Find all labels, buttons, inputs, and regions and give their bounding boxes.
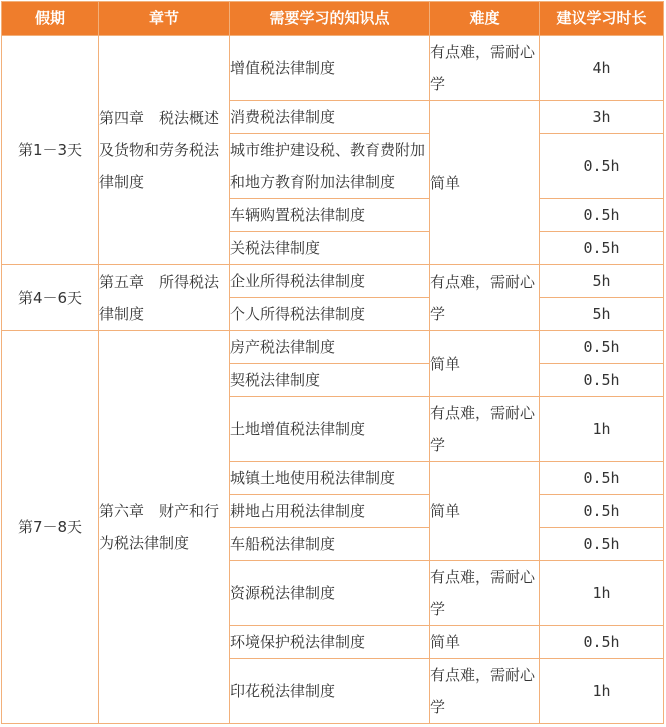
hours-cell: 3h (540, 101, 664, 134)
topic-cell: 耕地占用税法律制度 (230, 495, 430, 528)
hours-cell: 0.5h (540, 331, 664, 364)
hours-cell: 5h (540, 298, 664, 331)
topic-cell: 土地增值税法律制度 (230, 397, 430, 462)
header-topic: 需要学习的知识点 (230, 2, 430, 36)
hours-cell: 1h (540, 659, 664, 724)
header-chapter: 章节 (99, 2, 230, 36)
hours-cell: 1h (540, 397, 664, 462)
topic-cell: 关税法律制度 (230, 232, 430, 265)
chapter-cell: 第六章 财产和行为税法律制度 (99, 331, 230, 724)
period-cell: 第4－6天 (2, 265, 99, 331)
difficulty-cell: 简单 (430, 101, 540, 265)
header-period: 假期 (2, 2, 99, 36)
difficulty-cell: 有点难，需耐心学 (430, 397, 540, 462)
difficulty-cell: 有点难，需耐心学 (430, 659, 540, 724)
hours-cell: 0.5h (540, 462, 664, 495)
difficulty-cell: 简单 (430, 331, 540, 397)
table-row (2, 36, 664, 101)
topic-cell: 车辆购置税法律制度 (230, 199, 430, 232)
hours-cell: 1h (540, 561, 664, 626)
period-cell: 第1－3天 (2, 36, 99, 265)
topic-cell: 车船税法律制度 (230, 528, 430, 561)
topic-cell: 环境保护税法律制度 (230, 626, 430, 659)
hours-cell: 0.5h (540, 199, 664, 232)
hours-cell: 0.5h (540, 626, 664, 659)
topic-cell: 房产税法律制度 (230, 331, 430, 364)
chapter-cell: 第五章 所得税法律制度 (99, 265, 230, 331)
hours-cell: 5h (540, 265, 664, 298)
topic-cell: 城镇土地使用税法律制度 (230, 462, 430, 495)
topic-cell: 企业所得税法律制度 (230, 265, 430, 298)
study-schedule-table (1, 1, 664, 724)
hours-cell: 4h (540, 36, 664, 101)
header-hours: 建议学习时长 (540, 2, 664, 36)
topic-cell: 契税法律制度 (230, 364, 430, 397)
table-row (2, 265, 664, 298)
header-difficulty: 难度 (430, 2, 540, 36)
topic-cell: 印花税法律制度 (230, 659, 430, 724)
difficulty-cell: 有点难，需耐心学 (430, 36, 540, 101)
difficulty-cell: 简单 (430, 462, 540, 561)
table-row (2, 331, 664, 364)
hours-cell: 0.5h (540, 495, 664, 528)
topic-cell: 城市维护建设税、教育费附加和地方教育附加法律制度 (230, 134, 430, 199)
topic-cell: 个人所得税法律制度 (230, 298, 430, 331)
topic-cell: 资源税法律制度 (230, 561, 430, 626)
hours-cell: 0.5h (540, 134, 664, 199)
topic-cell: 增值税法律制度 (230, 36, 430, 101)
hours-cell: 0.5h (540, 232, 664, 265)
difficulty-cell: 有点难，需耐心学 (430, 561, 540, 626)
chapter-cell: 第四章 税法概述及货物和劳务税法律制度 (99, 36, 230, 265)
difficulty-cell: 有点难，需耐心学 (430, 265, 540, 331)
difficulty-cell: 简单 (430, 626, 540, 659)
hours-cell: 0.5h (540, 528, 664, 561)
hours-cell: 0.5h (540, 364, 664, 397)
topic-cell: 消费税法律制度 (230, 101, 430, 134)
period-cell: 第7－8天 (2, 331, 99, 724)
header-row (2, 2, 664, 36)
